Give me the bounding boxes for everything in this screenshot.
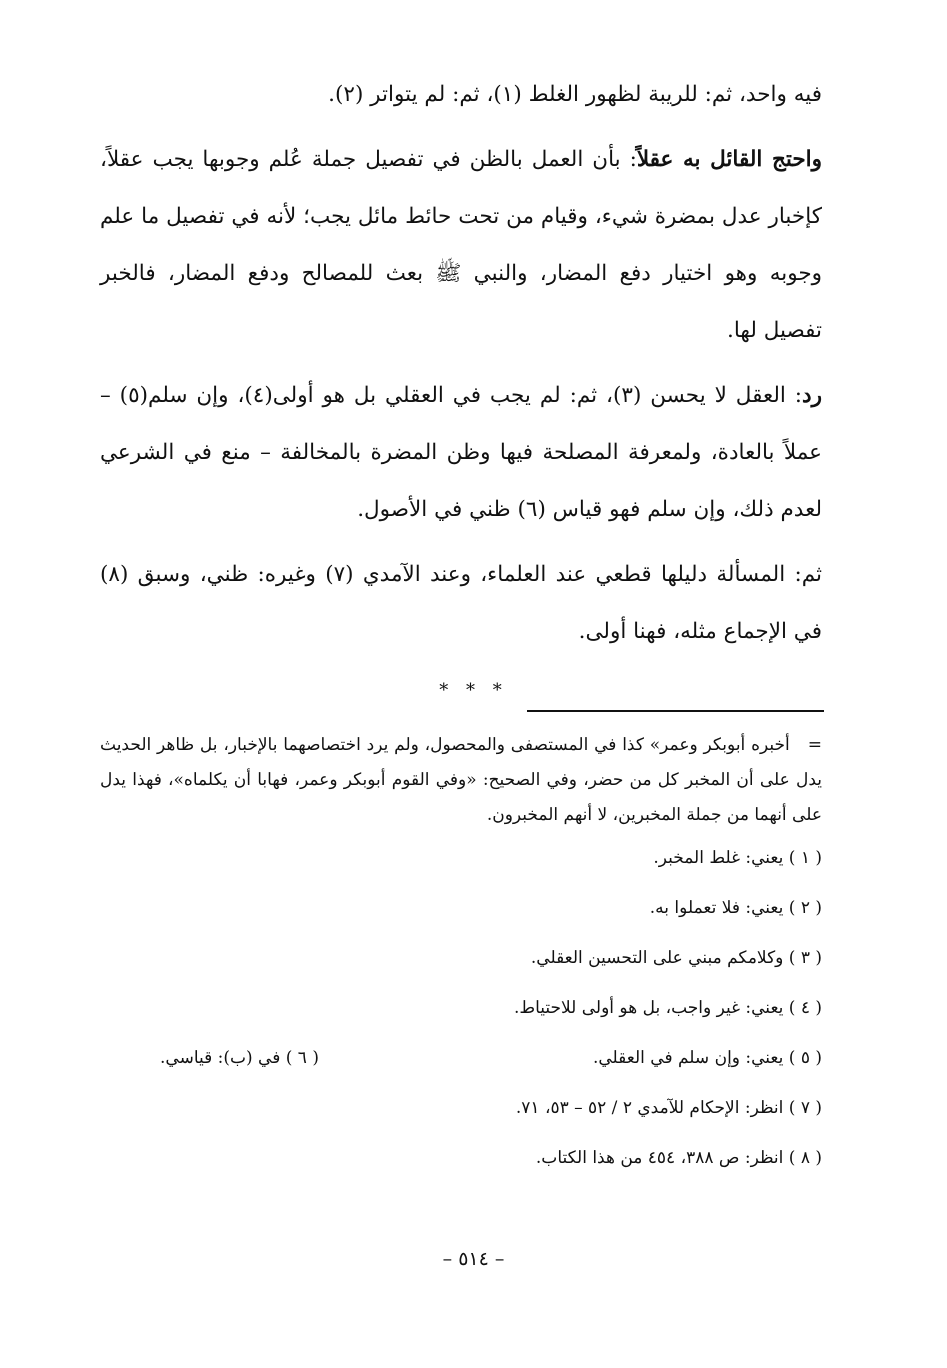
footnote-rule bbox=[527, 710, 824, 712]
footnote-8: ( ٨ ) انظر: ص ٣٨٨، ٤٥٤ من هذا الكتاب. bbox=[535, 1148, 822, 1168]
paragraph-2-lead: واحتج القائل به عقلاً bbox=[636, 147, 822, 172]
footnote-continuation bbox=[100, 728, 822, 833]
page-number: – ٥١٤ – bbox=[442, 1248, 505, 1270]
paragraph-3-lead: رد bbox=[802, 383, 822, 408]
footnote-4: ( ٤ ) يعني: غير واجب، بل هو أولى للاحتياط. bbox=[513, 998, 822, 1018]
section-separator: * * * bbox=[439, 680, 508, 701]
footnote-6: ( ٦ ) في (ب): قياسي. bbox=[160, 1048, 319, 1068]
footnote-3: ( ٣ ) وكلامكم مبني على التحسين العقلي. bbox=[530, 948, 822, 968]
footnote-1: ( ١ ) يعني: غلط المخبر. bbox=[653, 848, 822, 868]
paragraph-3-body: : العقل لا يحسن (٣)، ثم: لم يجب في العقلي بل هو أولى(٤)، وإن سلم(٥) – عملاً بالعادة، ولمعرفة المصلحة فيها وظن المضرة بالمخالفة – منع في الشرعي لعدم ذلك، وإن سلم فهو قياس (٦) ظني في الأصول. bbox=[100, 383, 822, 522]
paragraph-3 bbox=[100, 367, 822, 538]
continuation-marker: = bbox=[807, 735, 822, 755]
footnote-row-5-6 bbox=[100, 1033, 822, 1083]
paragraph-2 bbox=[100, 131, 822, 359]
paragraph-4: ثم: المسألة دليلها قطعي عند العلماء، وعند الآمدي (٧) وغيره: ظني، وسبق (٨) في الإجماع مثله، فهنا أولى. bbox=[100, 562, 822, 644]
paragraph-1: فيه واحد، ثم: للريبة لظهور الغلط (١)، ثم: لم يتواتر (٢). bbox=[328, 82, 822, 107]
footnotes bbox=[100, 728, 822, 1183]
paragraph-2-body: : بأن العمل بالظن في تفصيل جملة عُلم وجوبها يجب عقلاً، كإخبار عدل بمضرة شيء، وقيام من تحت حائط مائل يجب؛ لأنه في تفصيل ما علم وجوبه وهو اختيار دفع المضار، والنبي ﷺ بعث للمصالح ودفع المضار، فالخبر تفصيل لها. bbox=[100, 147, 822, 343]
footnote-7: ( ٧ ) انظر: الإحكام للآمدي ٢ / ٥٢ – ٥٣، ٧١. bbox=[515, 1098, 822, 1118]
main-text bbox=[100, 66, 822, 660]
footnote-2: ( ٢ ) يعني: فلا تعملوا به. bbox=[649, 898, 822, 918]
footnote-5: ( ٥ ) يعني: وإن سلم في العقلي. bbox=[592, 1048, 822, 1068]
continuation-text: أخبره أبوبكر وعمر» كذا في المستصفى والمحصول، ولم يرد اختصاصهما بالإخبار، بل ظاهر الحديث يدل على أن المخبر كل من حضر، وفي الصحيح: «وفي القوم أبوبكر وعمر، فهابا أن يكلماه»، فهذا يدل على أنهما من جملة المخبرين، لا أنهم المخبرون. bbox=[100, 735, 822, 825]
